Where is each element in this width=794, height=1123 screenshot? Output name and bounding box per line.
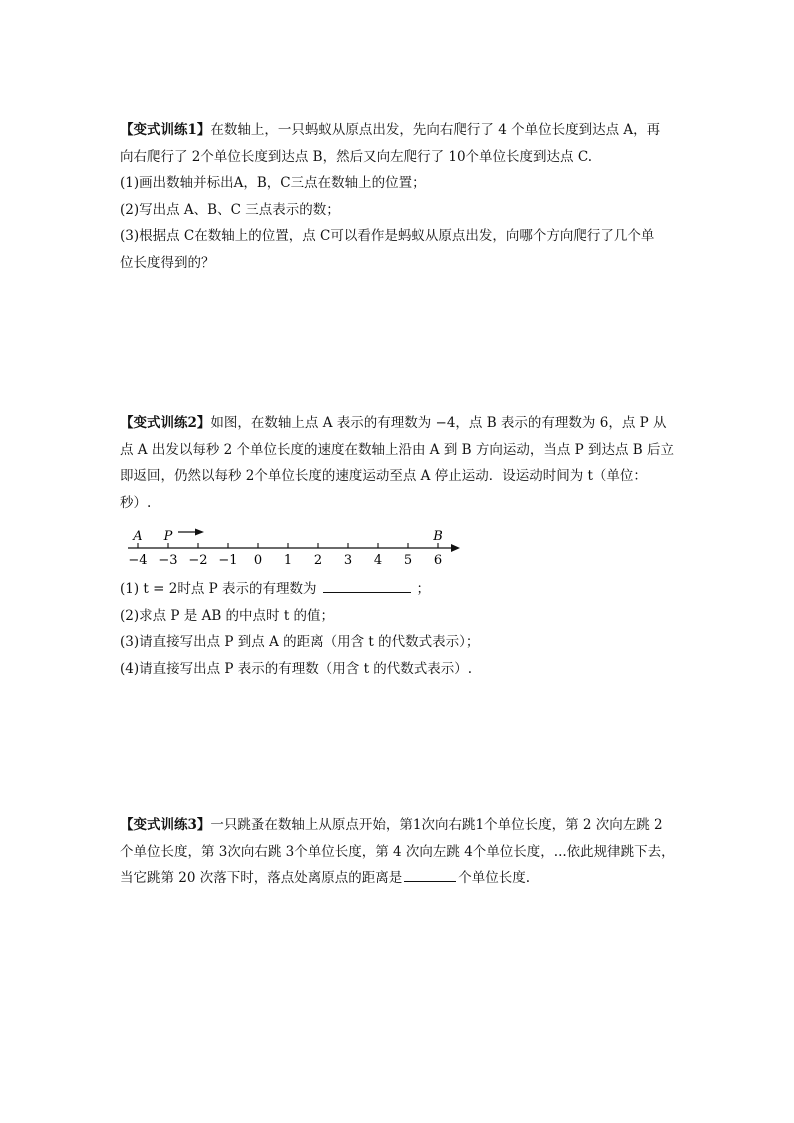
exercise-3-label: 【变式训练3】 (120, 817, 211, 833)
exercise-3-line-1 (120, 812, 680, 839)
exercise-1-line-1 (120, 117, 680, 144)
tick-label: 1 (283, 553, 293, 568)
tick-label: 3 (343, 553, 353, 568)
exercise-1-question-2: (2)写出点 A、B、C 三点表示的数； (120, 201, 340, 218)
exercise-3-line-3 (120, 865, 680, 892)
exercise-1-question-3-line-1: (3)根据点 C在数轴上的位置，点 C可以看作是蚂蚁从原点出发，向哪个方向爬行了几个单 (120, 228, 655, 244)
exercise-2-question-3: (3)请直接写出点 P 到点 A 的距离（用含 t 的代数式表示）； (120, 634, 480, 650)
tick-label: −4 (128, 553, 148, 568)
exercise-2 (120, 410, 680, 516)
point-a-label: A (133, 529, 143, 544)
tick-label: 6 (433, 553, 443, 568)
exercise-2-line-2: 点 A 出发以每秒 2 个单位长度的速度在数轴上沿由 A 到 B 方向运动，当点 P 到达点 B 后立 (120, 441, 675, 458)
motion-arrowhead (195, 529, 204, 536)
exercise-2-question-4: (4)请直接写出点 P 表示的有理数（用含 t 的代数式表示）. (120, 660, 473, 677)
exercise-1-label: 【变式训练1】 (120, 122, 211, 138)
exercise-1-question-1: (1)画出数轴并标出A，B，C三点在数轴上的位置； (120, 175, 426, 191)
exercise-1 (120, 117, 680, 276)
exercise-3 (120, 812, 680, 892)
tick-label: 4 (373, 553, 383, 568)
exercise-1-question-3-line-2: 位长度得到的？ (120, 254, 215, 271)
exercise-2-question-1-text: (1) t = 2时点 P 表示的有理数为 (120, 581, 317, 597)
point-p-label: P (163, 529, 173, 544)
exercise-2-line-4: 秒）. (120, 494, 152, 511)
answer-blank-3[interactable] (404, 865, 456, 882)
tick-label: 5 (403, 553, 413, 568)
tick-label: 0 (253, 553, 263, 568)
exercise-3-text: 一只跳蚤在数轴上从原点开始，第1次向右跳1个单位长度，第 2 次向左跳 2 (210, 817, 663, 833)
exercise-3-line-3-text: 当它跳第 20 次落下时，落点处离原点的距离是 (120, 870, 403, 886)
number-line-arrowhead (451, 544, 460, 552)
exercise-2-questions (120, 576, 680, 682)
exercise-2-question-2: (2)求点 P 是 AB 的中点时 t 的值； (120, 607, 335, 624)
tick-label: −1 (218, 553, 238, 568)
exercise-3-line-2: 个单位长度，第 3次向右跳 3个单位长度，第 4 次向左跳 4个单位长度，...依此规律跳下去， (120, 843, 675, 860)
tick-label: 2 (313, 553, 323, 568)
exercise-2-line-1 (120, 410, 680, 437)
exercise-1-line-2: 向右爬行了 2个单位长度到达点 B，然后又向左爬行了 10个单位长度到达点 C. (120, 148, 592, 165)
tick-label: −2 (188, 553, 208, 568)
tick-label: −3 (158, 553, 178, 568)
number-line-ticks (128, 543, 442, 568)
exercise-2-text: 如图，在数轴上点 A 表示的有理数为 −4，点 B 表示的有理数为 6，点 P 从 (210, 415, 667, 431)
exercise-1-text: 在数轴上，一只蚂蚁从原点出发，先向右爬行了 4 个单位长度到达点 A，再 (210, 122, 661, 138)
answer-blank-1[interactable] (323, 576, 411, 593)
exercise-2-line-3: 即返回，仍然以每秒 2个单位长度的速度运动至点 A 停止运动．设运动时间为 t（单位： (120, 468, 647, 484)
exercise-2-question-1-suffix: ； (416, 581, 430, 597)
point-b-label: B (433, 529, 443, 544)
number-line-diagram (120, 520, 480, 570)
exercise-3-line-3-suffix: 个单位长度. (458, 870, 531, 886)
exercise-2-label: 【变式训练2】 (120, 415, 211, 431)
exercise-2-question-1 (120, 576, 680, 603)
